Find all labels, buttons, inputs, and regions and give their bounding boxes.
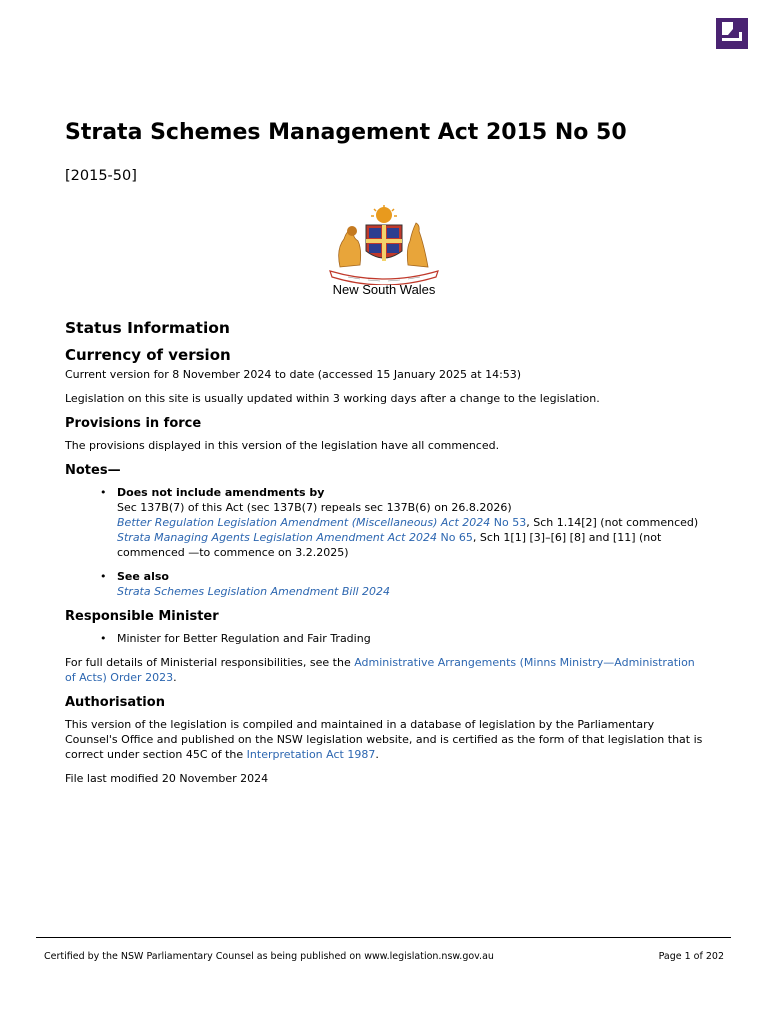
minister-list	[65, 631, 705, 646]
page-number: Page 1 of 202	[658, 951, 724, 962]
amendment-detail: , Sch 1.14[2] (not commenced)	[526, 516, 699, 529]
amendment-act-link[interactable]: Strata Managing Agents Legislation Amendment Act 2024	[117, 531, 437, 544]
authorisation-text	[65, 717, 705, 762]
administrative-arrangements-link[interactable]: Administrative Arrangements (Minns Ministry—Administration of Acts) Order 2023	[65, 656, 695, 684]
minister-details	[65, 655, 705, 685]
authorisation-heading: Authorisation	[65, 695, 165, 710]
nsw-legislation-logo-icon	[716, 18, 748, 49]
file-modified-text: File last modified 20 November 2024	[65, 772, 269, 785]
list-item	[100, 631, 705, 646]
authorisation-body: This version of the legislation is compiled and maintained in a database of legislation by the Parliamentary Counsel's Office and published on the NSW legislation website, and is certified as the form of that legislation that is correct under section 45C of the	[65, 718, 703, 761]
current-version-text: Current version for 8 November 2024 to date (accessed 15 January 2025 at 14:53)	[65, 368, 522, 381]
minister-details-text: For full details of Ministerial responsibilities, see the	[65, 656, 355, 669]
authorisation-end: .	[375, 748, 379, 761]
interpretation-act-link[interactable]: Interpretation Act 1987	[246, 748, 376, 761]
list-item	[100, 569, 705, 599]
note-amendment	[117, 530, 705, 560]
notes-heading: Notes—	[65, 463, 121, 478]
nsw-coat-of-arms-icon	[324, 205, 444, 285]
minister-heading: Responsible Minister	[65, 609, 219, 624]
crest-caption: New South Wales	[332, 282, 436, 297]
footer-certification: Certified by the NSW Parliamentary Counsel as being published on www.legislation.nsw.gov.au	[44, 951, 494, 962]
note-amendment	[117, 515, 705, 530]
bullet-icon: •	[100, 486, 107, 499]
status-information	[65, 317, 705, 795]
amendment-act-number-link[interactable]: No 53	[490, 516, 527, 529]
act-reference: [2015-50]	[65, 168, 137, 184]
provisions-heading: Provisions in force	[65, 416, 202, 431]
provisions-text: The provisions displayed in this version of the legislation have all commenced.	[65, 439, 500, 452]
note-label: See also	[117, 570, 169, 583]
note-label: Does not include amendments by	[117, 486, 325, 499]
bill-link[interactable]: Strata Schemes Legislation Amendment Bill 2024	[117, 585, 391, 598]
page-title: Strata Schemes Management Act 2015 No 50	[65, 120, 627, 145]
amendment-detail: , Sch 1[1] [3]–[6] [8] and [11] (not commenced —to commence on 3.2.2025)	[117, 531, 662, 559]
footer-divider	[36, 937, 731, 938]
note-line: Sec 137B(7) of this Act (sec 137B(7) repeals sec 137B(6) on 26.8.2026)	[117, 501, 512, 514]
status-heading: Status Information	[65, 319, 230, 337]
minister-details-end: .	[173, 671, 177, 684]
notes-list	[65, 485, 705, 599]
minister-name: Minister for Better Regulation and Fair Trading	[117, 632, 371, 645]
list-item	[100, 485, 705, 560]
bullet-icon: •	[100, 570, 107, 583]
amendment-act-number-link[interactable]: No 65	[436, 531, 473, 544]
bullet-icon: •	[100, 632, 107, 645]
update-note-text: Legislation on this site is usually updated within 3 working days after a change to the legislation.	[65, 392, 600, 405]
currency-heading: Currency of version	[65, 346, 231, 364]
amendment-act-link[interactable]: Better Regulation Legislation Amendment (Miscellaneous) Act 2024	[117, 516, 491, 529]
